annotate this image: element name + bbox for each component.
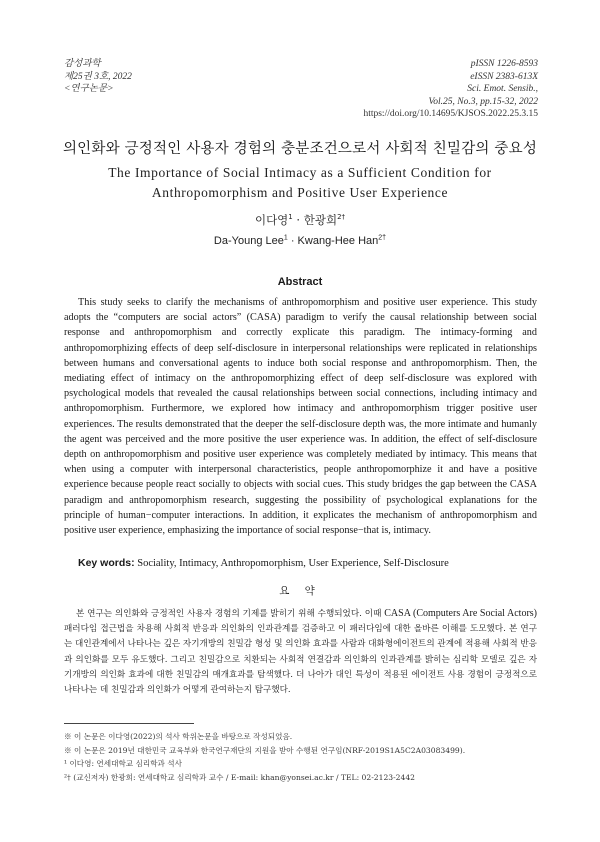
author-separator-ko: ·	[292, 213, 304, 227]
pissn: pISSN 1226-8593	[470, 59, 538, 69]
authors-english	[0, 235, 600, 247]
footnote-divider	[64, 723, 194, 724]
author-name-ko-1: 이다영	[254, 213, 289, 227]
abstract-heading: Abstract	[277, 276, 323, 288]
authors-korean	[0, 212, 600, 228]
footnote-funding: ※ 이 논문은 2019년 대한민국 교육부와 한국연구재단의 지원을 받아 수행된 연구임(NRF-2019S1A5C2A03083499).	[64, 745, 466, 755]
footnote-corresponding-author: ²† (교신저자) 한광희: 연세대학교 심리학과 교수 / E-mail: khan@yonsei.ac.kr / TEL: 02-2123-2442	[64, 772, 415, 782]
abstract-body: This study seeks to clarify the mechanisms of anthropomorphism and positive user experience. This study adopts the “computers are social actors” (CASA) paradigm to verify the causal relationship between social response and anthropomorphism and correctly explicate this paradigm. The intimacy-forming and anthropomorphizing effects of deep self-disclosure in interpersonal relationships were replicated in relationships between humans and conversational agents to induce both social response and anthropomorphism. Then, the mediating effect of intimacy on the anthropomorphizing effect of deep self-disclosure was explored with psychological models that revealed the causal relationships between social connections, including intimacy and anthropomorphism. Furthermore, we explored how intimacy and anthropomorphism trigger positive user experiences. The results demonstrated that the deeper the self-disclosure depth was, the more intimate and humanly the agent was perceived and the more positive the user experience was. In addition, the effect of self-disclosure depth on anthropomorphism and positive user experience was completely mediated by intimacy. This means that when using a computer with interpersonal characteristics, people anthropomorphize it and have a positive experience because people react socially to objects with social cues. This study bridges the gap between the CASA paradigm and anthropomorphism research, suggesting the possibility of psychological explanations for the principle of human−computer interactions. In addition, it explicates the mechanism of anthropomorphism and positive user experience, emphasizing the importance of social response−that is, intimacy.	[64, 297, 537, 537]
summary-text-casa: CASA (Computers Are Social Actors)	[384, 608, 537, 619]
doi-link[interactable]: https://doi.org/10.14695/KJSOS.2022.25.3.15	[363, 109, 538, 119]
volume-ko: 제25권 3호, 2022	[64, 71, 132, 82]
article-type: <연구논문>	[64, 84, 114, 94]
author-affil-en-2: 2†	[378, 234, 387, 242]
journal-header-right	[363, 58, 538, 121]
summary-text-part2: 패러다임 접근법을 차용해 사회적 반응과 의인화의 인과관계를 검증하고 이 패러다임에 대한 올바른 이해를 도모했다. 본 연구는 대인관계에서 나타나는 깊은 자기개방의 친밀감 형성 및 의인화 효과를 사람과 대화형에이전트의 관계에 적용해 사회적 반응과 의인화를 모두 유도했다. 그리고 친밀감으로 치환되는 사회적 연결감과 의인화의 인과관계를 밝히는 심리학 모델로 깊은 자기개방의 의인화 효과에 대한 친밀감의 매개효과를 탐색했다. 더 나아가 대인 특성이 적용된 에이전트 사용 경험이 긍정적으로 나타나는 데 친밀감과 의인화가 어떻게 관여하는지 탐구했다.	[64, 624, 537, 696]
eissn: eISSN 2383-613X	[470, 71, 538, 82]
volume-en: Vol.25, No.3, pp.15-32, 2022	[428, 96, 538, 107]
author-name-en-1: Da-Young Lee	[213, 235, 284, 247]
title-english-line1: The Importance of Social Intimacy as a Sufficient Condition for	[108, 165, 492, 180]
journal-header-left	[64, 58, 132, 96]
author-affil-en-1: 1	[283, 234, 288, 242]
journal-name-en: Sci. Emot. Sensib.,	[467, 84, 538, 94]
author-separator-en: ·	[287, 235, 298, 247]
keywords	[78, 557, 548, 569]
title-english-line2: Anthropomorphism and Positive User Experience	[151, 185, 449, 200]
author-name-en-2: Kwang-Hee Han	[297, 235, 379, 247]
keywords-text: Sociality, Intimacy, Anthropomorphism, User Experience, Self-Disclosure	[137, 558, 449, 569]
footnotes	[64, 730, 544, 784]
author-affil-ko-1: 1	[288, 213, 293, 222]
author-affil-ko-2: 2†	[337, 213, 346, 222]
summary-heading: 요 약	[279, 585, 321, 597]
summary-text-part1: 본 연구는 의인화와 긍정적인 사용자 경험의 기제를 밝히기 위해 수행되었다. 이때	[76, 609, 385, 619]
author-name-ko-2: 한광희	[303, 213, 338, 227]
keywords-label: Key words:	[78, 557, 135, 569]
footnote-author-1: ¹ 이다영: 연세대학교 심리학과 석사	[64, 759, 182, 768]
footnote-thesis: ※ 이 논문은 이다영(2022)의 석사 학위논문을 바탕으로 작성되었음.	[64, 732, 293, 741]
journal-name-ko: 감성과학	[64, 59, 101, 69]
title-english	[0, 163, 600, 203]
title-korean: 의인화와 긍정적인 사용자 경험의 충분조건으로서 사회적 친밀감의 중요성	[62, 141, 538, 157]
summary-body	[64, 606, 537, 698]
